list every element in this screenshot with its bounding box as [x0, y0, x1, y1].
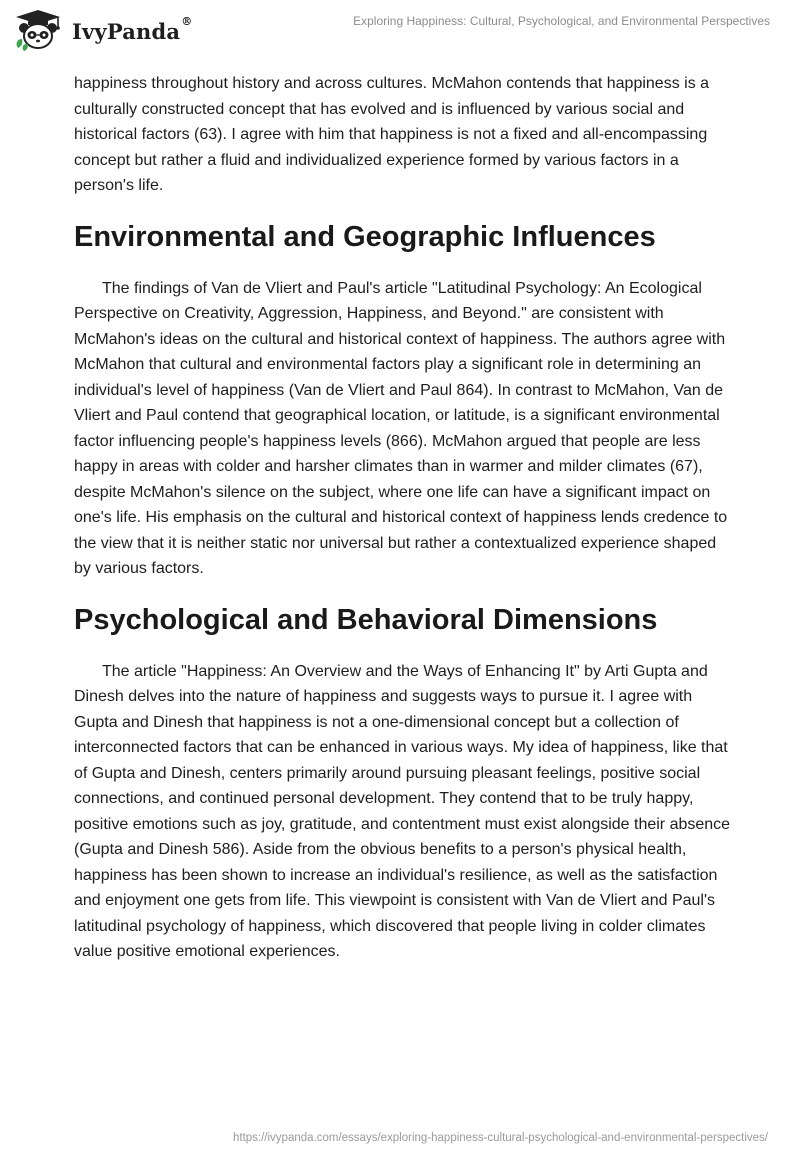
section-heading-psychological: Psychological and Behavioral Dimensions [74, 603, 658, 636]
section-heading-environmental: Environmental and Geographic Influences [74, 220, 656, 253]
brand-name: IvyPanda® [72, 15, 193, 44]
panda-graduate-icon [14, 8, 68, 52]
essay-body [74, 71, 734, 965]
ivypanda-logo[interactable] [14, 8, 214, 52]
intro-paragraph: happiness throughout history and across cultures. McMahon contends that happiness is a culturally constructed concept that has evolved and is influenced by various social and historical factors (63). I agree with him that happiness is not a fixed and all-encompassing concept but rather a fluid and individualized experience formed by various factors in a person's life. [74, 75, 710, 194]
document-title: Exploring Happiness: Cultural, Psychological, and Environmental Perspectives [353, 14, 770, 28]
page-header [0, 0, 800, 60]
section-paragraph-environmental: The findings of Van de Vliert and Paul's article "Latitudinal Psychology: An Ecological Perspective on Creativity, Aggression, Happiness, and Beyond." are consistent with McMahon's ideas on the cultural and historical context of happiness. The authors agree with McMahon that cultural and environmental factors play a significant role in determining an individual's level of happiness (Van de Vliert and Paul 864). In contrast to McMahon, Van de Vliert and Paul contend that geographical location, or latitude, is a significant environmental factor influencing people's happiness levels (866). McMahon argued that people are less happy in areas with colder and harsher climates than in warmer and milder climates (67), despite McMahon's silence on the subject, where one life can have a significant impact on one's life. His emphasis on the cultural and historical context of happiness lends credence to the view that it is neither static nor universal but rather a contextualized experience shaped by various factors. [74, 279, 728, 577]
footer-source-url[interactable]: https://ivypanda.com/essays/exploring-happiness-cultural-psychological-and-environmental-perspectives/ [232, 1132, 768, 1144]
section-paragraph-psychological: The article "Happiness: An Overview and the Ways of Enhancing It" by Arti Gupta and Dinesh delves into the nature of happiness and suggests ways to pursue it. I agree with Gupta and Dinesh that happiness is not a one-dimensional concept but a collection of interconnected factors that can be enhanced in various ways. My idea of happiness, like that of Gupta and Dinesh, centers primarily around pursuing pleasant feelings, positive social connections, and continued personal development. They contend that to be truly happy, positive emotions such as joy, gratitude, and contentment must exist alongside their absence (Gupta and Dinesh 586). Aside from the obvious benefits to a person's physical health, happiness has been shown to increase an individual's resilience, as well as the satisfaction and enjoyment one gets from life. This viewpoint is consistent with Van de Vliert and Paul's latitudinal psychology of happiness, which discovered that people living in colder climates value positive emotional experiences. [74, 662, 731, 960]
registered-mark: ® [181, 15, 193, 28]
